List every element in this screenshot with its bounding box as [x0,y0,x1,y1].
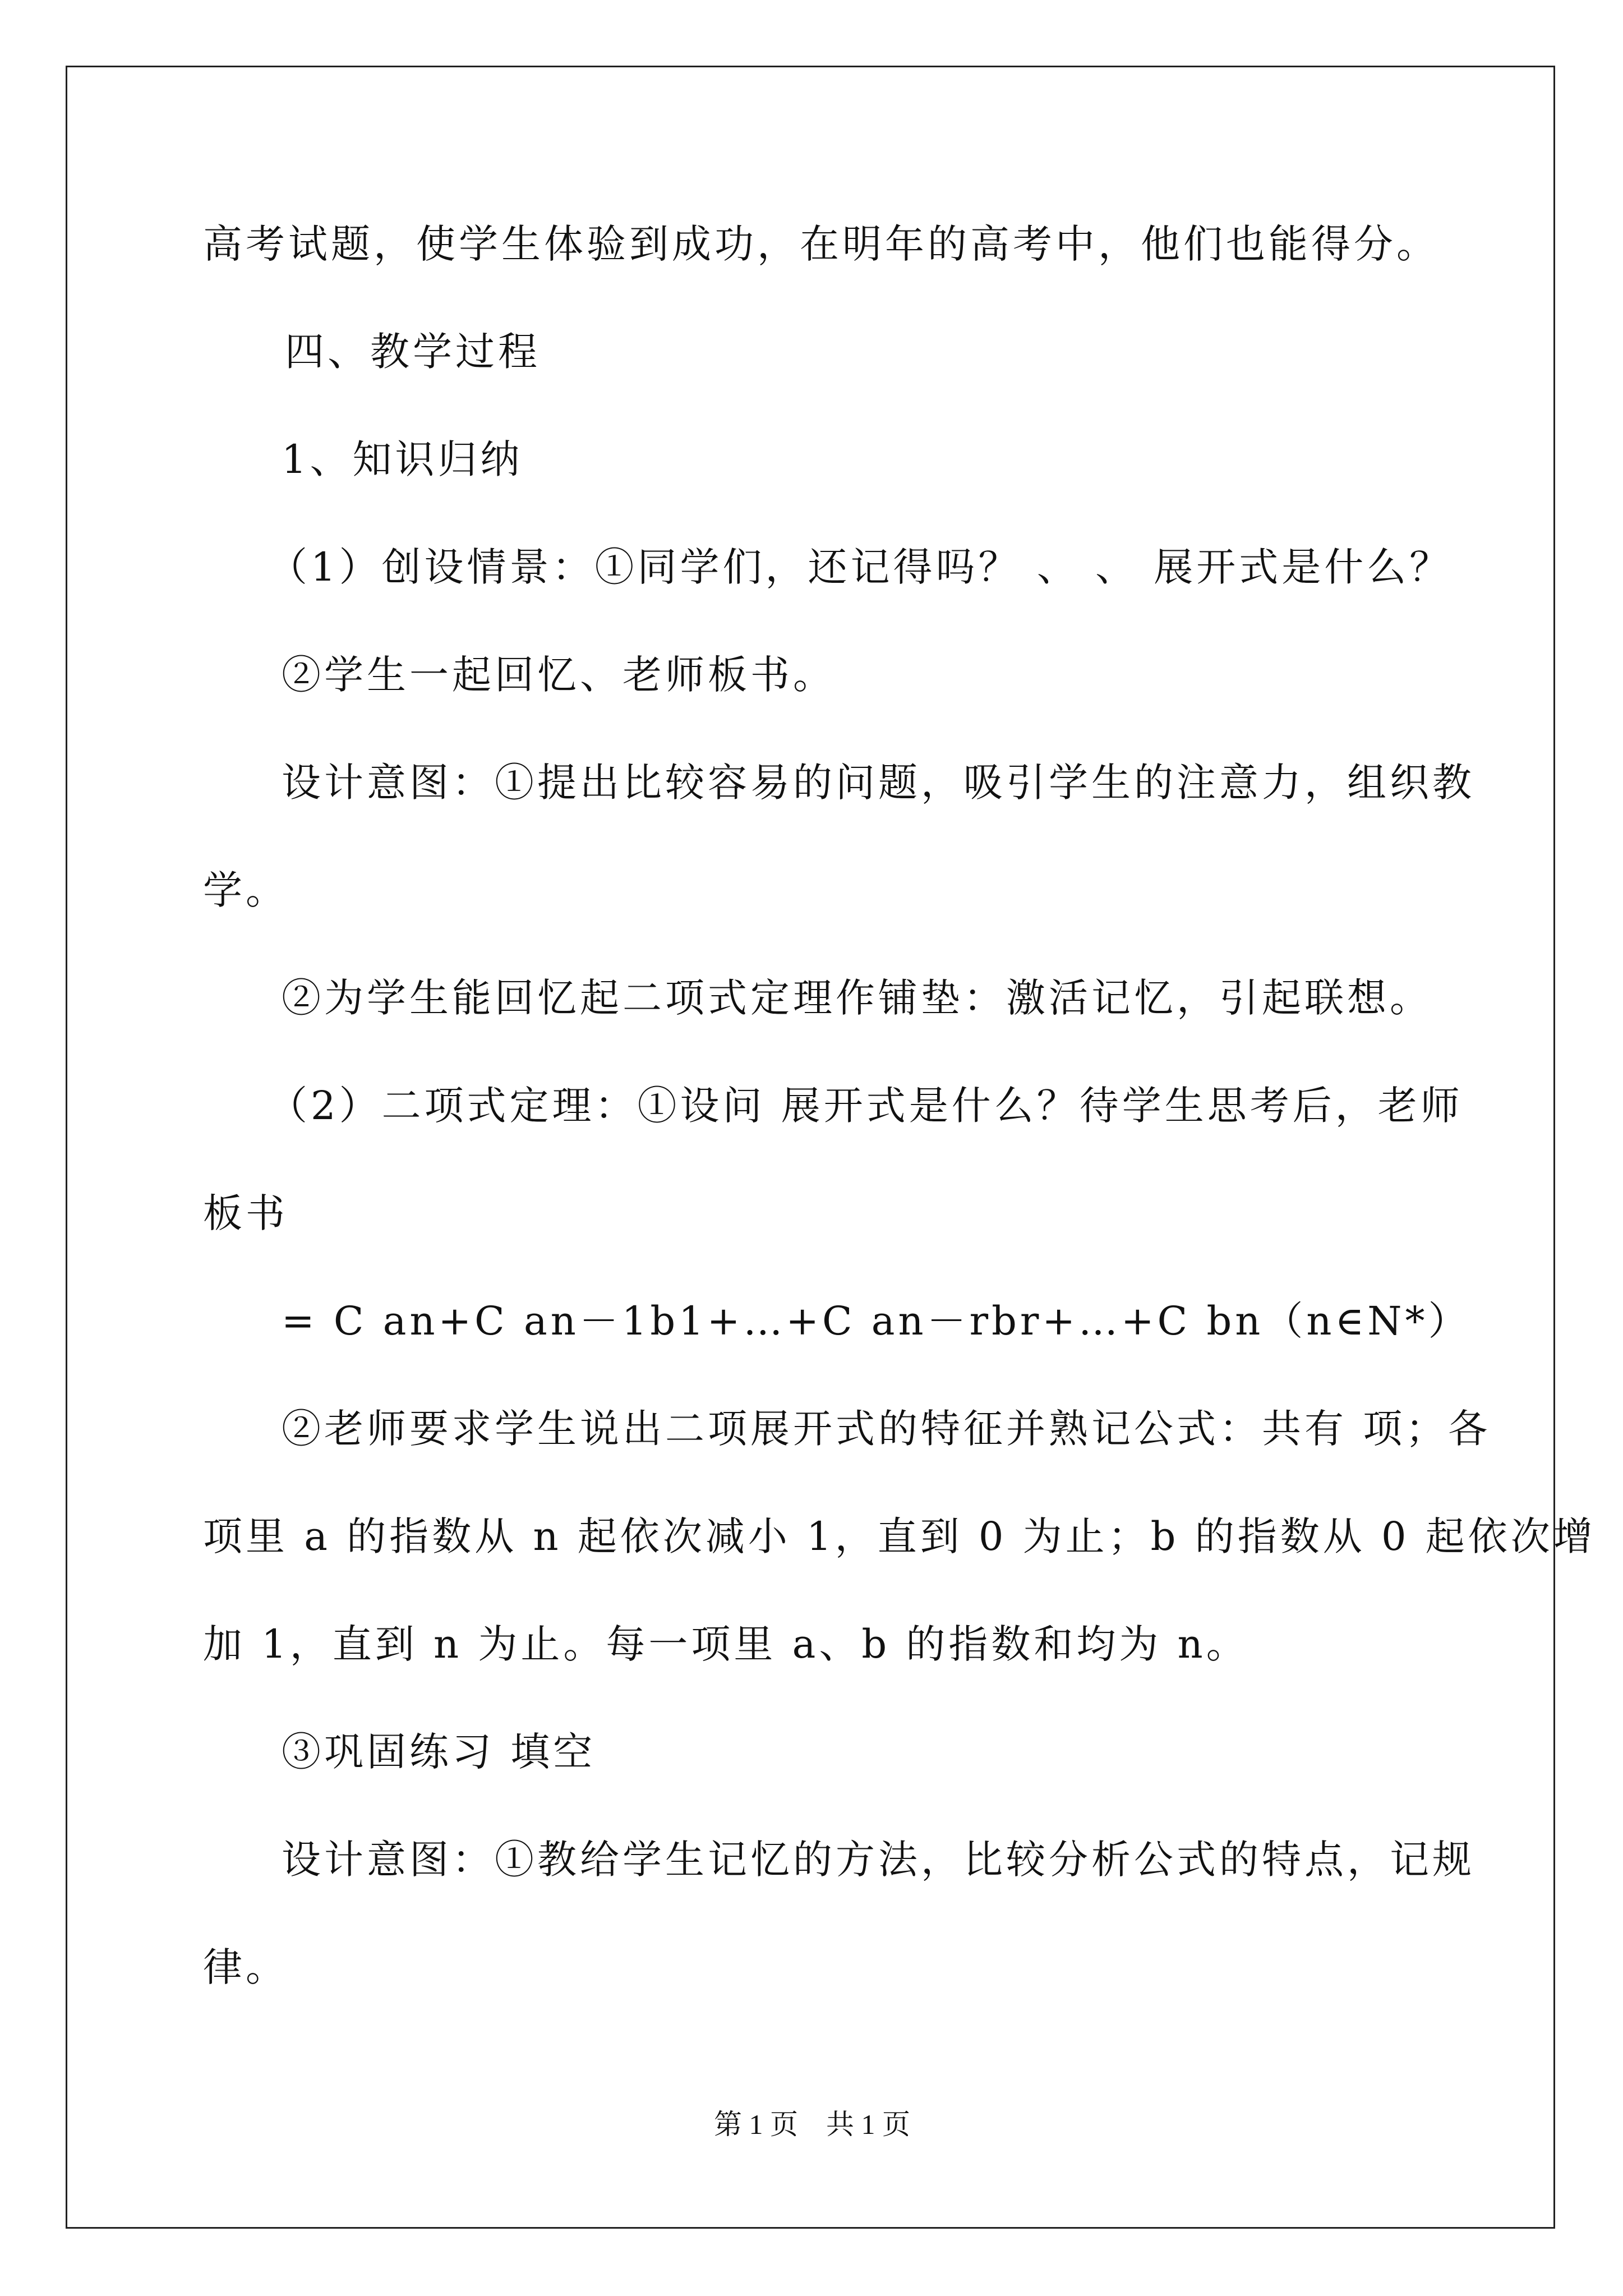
paragraph-line: 板书 [203,1190,288,1236]
paragraph-line: 学。 [203,867,288,913]
paragraph-line: （1）创设情景：①同学们，还记得吗？ 、 、 展开式是什么？ [268,544,1453,590]
paragraph-line: 加 1，直到 n 为止。每一项里 a、b 的指数和均为 n。 [203,1621,1249,1667]
paragraph-line: 项里 a 的指数从 n 起依次减小 1，直到 0 为止；b 的指数从 0 起依次增 [203,1513,1596,1559]
paragraph-line: ②学生一起回忆、老师板书。 [282,652,836,698]
formula-line: = C an+C an－1b1+…+C an－rbr+…+C bn（n∈N*） [282,1298,1471,1344]
paragraph-line: （2）二项式定理：①设问 展开式是什么？待学生思考后，老师 [268,1083,1463,1129]
paragraph-line: 高考试题，使学生体验到成功，在明年的高考中，他们也能得分。 [203,221,1439,267]
paragraph-line: ②老师要求学生说出二项展开式的特征并熟记公式：共有 项；各 [282,1406,1491,1452]
section-heading: 四、教学过程 [285,329,541,375]
paragraph-line: 律。 [203,1944,288,1990]
paragraph-line: 设计意图：①提出比较容易的问题，吸引学生的注意力，组织教 [282,760,1475,806]
subsection-heading: 1、知识归纳 [282,436,523,482]
paragraph-line: ③巩固练习 填空 [282,1729,596,1775]
paragraph-line: ②为学生能回忆起二项式定理作铺垫：激活记忆，引起联想。 [282,975,1432,1021]
page-number-footer: 第 1 页 共 1 页 [714,2109,910,2140]
page-frame [66,66,1596,2229]
paragraph-line: 设计意图：①教给学生记忆的方法，比较分析公式的特点，记规 [282,1837,1475,1883]
